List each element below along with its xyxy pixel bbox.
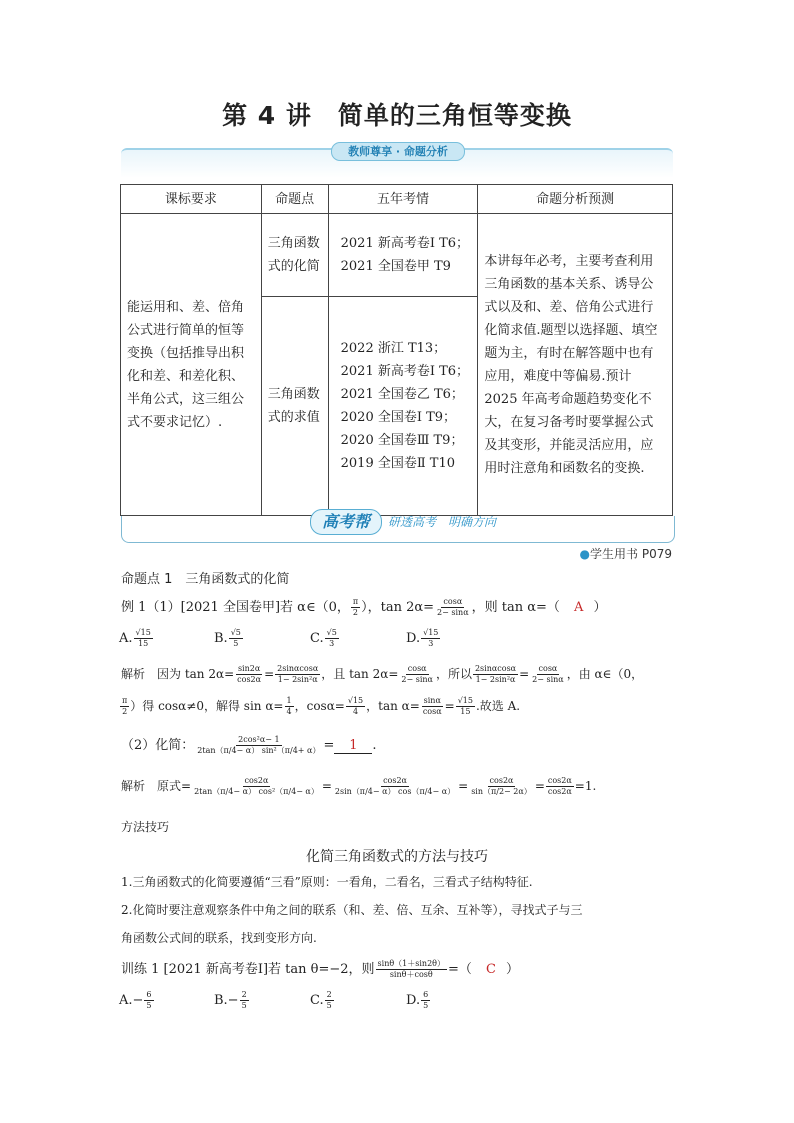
history-cell: 2022 浙江 T13；2021 新高考卷Ⅰ T6；2021 全国卷乙 T6；2020 全国卷Ⅰ T9；2020 全国卷Ⅲ T9；2019 全国卷Ⅱ T10 bbox=[328, 297, 478, 516]
fraction bbox=[325, 628, 339, 649]
denominator: 5 bbox=[233, 639, 239, 648]
numerator: 2sinαcosα bbox=[474, 664, 517, 673]
solution-text: ）得 cosα≠0，解得 sin α= bbox=[130, 699, 284, 713]
option-label: D. bbox=[406, 993, 421, 1008]
denominator: cosα bbox=[422, 707, 442, 716]
option-label: C. bbox=[310, 993, 324, 1008]
fraction bbox=[469, 776, 534, 797]
fraction bbox=[473, 664, 518, 685]
point-cell: 三角函数式的求值 bbox=[261, 297, 328, 516]
denominator: 2sin（π/4− α） cos（π/4− α） bbox=[334, 787, 456, 796]
fraction bbox=[134, 628, 153, 649]
numerator: 2 bbox=[241, 990, 247, 999]
fraction bbox=[421, 628, 440, 649]
option-label: A.− bbox=[119, 993, 144, 1008]
denominator: 15 bbox=[138, 639, 149, 648]
solution-text: = bbox=[264, 667, 275, 681]
denominator: 5 bbox=[146, 1001, 152, 1010]
fraction bbox=[333, 776, 457, 797]
numerator: cos2α bbox=[383, 776, 407, 785]
solution-text: 因为 tan 2α= bbox=[157, 667, 235, 681]
training-1-question bbox=[121, 958, 519, 980]
fraction bbox=[546, 776, 574, 797]
method-label: 方法技巧 bbox=[121, 820, 170, 834]
requirement-cell: 能运用和、差、倍角公式进行简单的恒等变换（包括推导出积化和差、和差化积、半角公式，这三组公式不要求记忆）. bbox=[121, 214, 262, 516]
fraction bbox=[144, 990, 153, 1011]
question-text: ） bbox=[593, 600, 607, 615]
question-text: =（ bbox=[447, 962, 472, 977]
option-d bbox=[406, 628, 441, 649]
fraction bbox=[421, 696, 444, 717]
question-text: ） bbox=[505, 962, 519, 977]
solution-text: ，所以 bbox=[435, 667, 472, 681]
denominator: 5 bbox=[326, 1001, 332, 1010]
denominator: 1− 2sin²α bbox=[277, 675, 318, 684]
option-label: B. bbox=[214, 631, 228, 646]
question-text: . bbox=[372, 738, 377, 753]
fraction bbox=[120, 696, 129, 717]
fraction bbox=[192, 776, 321, 797]
denominator: cos2α bbox=[237, 675, 262, 684]
fraction bbox=[235, 664, 263, 685]
numerator: cos2α bbox=[547, 776, 572, 785]
history-cell: 2021 新高考卷Ⅰ T6；2021 全国卷甲 T9 bbox=[328, 214, 478, 297]
solution-text: ，tan α= bbox=[366, 699, 420, 713]
solution-text: ，cosα= bbox=[294, 699, 345, 713]
page-title: 第 4 讲 简单的三角恒等变换 bbox=[222, 101, 572, 130]
page-reference bbox=[580, 545, 672, 562]
fraction bbox=[376, 959, 447, 980]
question-text: ），tan 2α= bbox=[361, 600, 435, 615]
denominator: 2− sinα bbox=[437, 608, 469, 617]
numerator: √15 bbox=[457, 696, 473, 705]
option-d bbox=[406, 990, 431, 1011]
fraction bbox=[530, 664, 566, 685]
numerator: 2sinαcosα bbox=[277, 664, 319, 673]
teacher-tag: 教师尊享 · 命题分析 bbox=[331, 142, 465, 161]
denominator: 2tan（π/4− α） cos²（π/4− α） bbox=[194, 787, 319, 796]
numerator: √15 bbox=[135, 628, 151, 637]
fraction bbox=[421, 990, 430, 1011]
example-1-part2 bbox=[121, 734, 377, 756]
question-text: = bbox=[323, 738, 335, 753]
denominator: cos2α bbox=[547, 787, 572, 796]
tip-line: 角函数公式间的联系，找到变形方向. bbox=[121, 931, 317, 945]
solution-text: = bbox=[444, 699, 455, 713]
solution-text: =1. bbox=[574, 779, 597, 793]
fraction bbox=[325, 990, 334, 1011]
question-text: （2）化简： bbox=[121, 738, 195, 753]
answer: 1 bbox=[334, 738, 372, 754]
denominator: 2tan（π/4− α） sin²（π/4+ α） bbox=[197, 746, 321, 755]
denominator: sinθ＋cosθ bbox=[389, 970, 433, 979]
fraction bbox=[195, 735, 322, 756]
denominator: 15 bbox=[460, 707, 471, 716]
numerator: √15 bbox=[347, 696, 364, 705]
fraction bbox=[399, 664, 435, 685]
header-cell: 命题分析预测 bbox=[478, 185, 673, 214]
numerator: 2cos²α− 1 bbox=[238, 735, 280, 744]
numerator: sinα bbox=[423, 696, 441, 705]
denominator: 2 bbox=[352, 608, 359, 617]
denominator: 4 bbox=[352, 707, 359, 716]
forecast-cell: 本讲每年必考，主要考查利用三角函数的基本关系、诱导公式以及和、差、倍角公式进行化简求值.题型以选择题、填空题为主，有时在解答题中也有应用，难度中等偏易.预计 2025 年高考命题趋势变化不大，在复习备考时要掌握公式及其变形，并能灵活应用，应用时注意角和函数名的变换. bbox=[478, 214, 673, 516]
denominator: 2 bbox=[122, 707, 128, 716]
numerator: √15 bbox=[423, 628, 439, 637]
fraction bbox=[435, 597, 471, 618]
option-label: D. bbox=[406, 631, 421, 646]
solution-2: 解析 原式= $\frac{\cos 2\alpha}{\text{2tan（π/4− α） cos²（π/4− α）}}$ = $\frac{\cos 2\alpha}{2\sin(\pi/4- \alpha) \cos(\pi/4- \alpha)}$ = $\frac{\cos 2\alpha}{\sin(\pi/2- 2\alpha)}$ = $\frac{\cos 2\alpha}{\cos 2\alpha}$ =1. bbox=[121, 776, 597, 796]
solution-1-line2 bbox=[119, 696, 520, 717]
solution-text: = bbox=[519, 667, 530, 681]
solution-text: ，且 tan 2α= bbox=[321, 667, 399, 681]
numerator: √5 bbox=[326, 628, 337, 637]
solution-text: .故选 A. bbox=[475, 699, 521, 713]
fraction bbox=[351, 597, 360, 618]
option-c bbox=[310, 628, 340, 649]
question-text: ，则 tan α=（ bbox=[471, 600, 560, 615]
numerator: cosα bbox=[443, 597, 463, 606]
denominator: 3 bbox=[329, 639, 335, 648]
fraction bbox=[456, 696, 475, 717]
numerator: sin2α bbox=[237, 664, 261, 673]
numerator: 2 bbox=[326, 990, 332, 999]
answer: A bbox=[574, 600, 584, 615]
numerator: 6 bbox=[146, 990, 152, 999]
answer: C bbox=[486, 962, 496, 977]
header-cell: 命题点 bbox=[261, 185, 328, 214]
numerator: √5 bbox=[230, 628, 241, 637]
solution-text: ，由 α∈（0， bbox=[566, 667, 644, 681]
header-cell: 五年考情 bbox=[328, 185, 478, 214]
example-1-question bbox=[121, 596, 606, 618]
numerator: cos2α bbox=[489, 776, 514, 785]
option-b bbox=[214, 990, 250, 1011]
numerator: π bbox=[352, 597, 359, 606]
question-text: 例 1（1）[2021 全国卷甲]若 α∈（0， bbox=[121, 600, 350, 615]
denominator: 2− sinα bbox=[532, 675, 564, 684]
tip-line: 2.化简时要注意观察条件中角之间的联系（和、差、倍、互余、互补等），寻找式子与三 bbox=[121, 903, 583, 917]
denominator: 4 bbox=[286, 707, 292, 716]
table-header-row bbox=[121, 185, 673, 214]
fraction bbox=[275, 664, 320, 685]
curriculum-table bbox=[120, 184, 673, 516]
denominator: 3 bbox=[428, 639, 434, 648]
numerator: cos2α bbox=[244, 776, 269, 785]
header-cell: 课标要求 bbox=[121, 185, 262, 214]
denominator: 5 bbox=[423, 1001, 429, 1010]
method-title: 化简三角函数式的方法与技巧 bbox=[306, 849, 488, 865]
question-text: 训练 1 [2021 新高考卷Ⅰ]若 tan θ=−2，则 bbox=[121, 962, 375, 977]
option-b bbox=[214, 628, 244, 649]
table-row bbox=[121, 214, 673, 297]
fraction bbox=[285, 696, 294, 717]
solution-text: 原式= bbox=[157, 779, 192, 793]
denominator: sin（π/2− 2α） bbox=[471, 787, 532, 796]
option-a bbox=[119, 990, 155, 1011]
denominator: 5 bbox=[241, 1001, 247, 1010]
gaokao-banner bbox=[121, 512, 675, 543]
numerator: 6 bbox=[423, 990, 429, 999]
gaokao-tag: 高考帮 bbox=[310, 509, 382, 535]
numerator: 1 bbox=[286, 696, 292, 705]
section-heading: 命题点 1 三角函数式的化简 bbox=[121, 572, 290, 587]
point-cell: 三角函数式的化简 bbox=[261, 214, 328, 297]
option-label: A. bbox=[119, 631, 133, 646]
solution-1-line1 bbox=[121, 664, 643, 685]
denominator: 2− sinα bbox=[401, 675, 433, 684]
solution-label: 解析 bbox=[121, 667, 146, 681]
bullet-icon: ● bbox=[579, 547, 591, 561]
numerator: π bbox=[122, 696, 128, 705]
fraction bbox=[240, 990, 249, 1011]
numerator: cosα bbox=[407, 664, 427, 673]
option-label: C. bbox=[310, 631, 324, 646]
numerator: cosα bbox=[538, 664, 558, 673]
teacher-banner bbox=[121, 145, 673, 178]
option-a bbox=[119, 628, 154, 649]
fraction bbox=[346, 696, 365, 717]
option-c bbox=[310, 990, 335, 1011]
tip-line: 1.三角函数式的化简要遵循“三看”原则：一看角，二看名，三看式子结构特征. bbox=[121, 875, 533, 889]
fraction bbox=[229, 628, 243, 649]
denominator: 1− 2sin²α bbox=[475, 675, 516, 684]
numerator: sinθ（1＋sin2θ） bbox=[377, 959, 445, 968]
page-reference-text: 学生用书 P079 bbox=[590, 547, 672, 561]
solution-label: 解析 bbox=[121, 779, 146, 793]
gaokao-slogan: 研透高考 明确方向 bbox=[388, 515, 497, 529]
option-label: B.− bbox=[214, 993, 239, 1008]
